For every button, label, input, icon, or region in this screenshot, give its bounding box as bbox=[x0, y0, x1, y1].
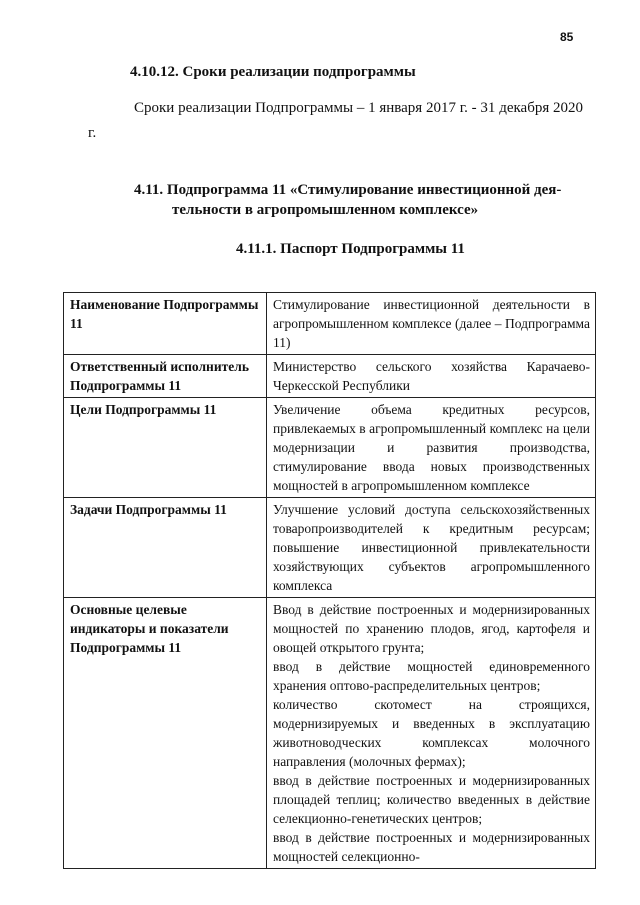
implementation-period-text: Сроки реализации Подпрограммы – 1 января 2017 г. - 31 декабря 2020 г. bbox=[88, 100, 583, 141]
row-label: Ответственный исполнитель Подпрограммы 11 bbox=[64, 355, 267, 398]
value-paragraph: ввод в действие построенных и модернизированных мощностей селекционно- bbox=[273, 830, 590, 864]
row-value bbox=[267, 293, 596, 355]
value-paragraph: Улучшение условий доступа сельскохозяйственных товаропроизводителей к кредитным ресурсам; повышение инвестиционной привлекательности хозяйствующих субъектов агропромышленного комплекса bbox=[273, 502, 590, 593]
table-row bbox=[64, 293, 596, 355]
subprogram-heading-line-1: 4.11. Подпрограмма 11 «Стимулирование инвестиционной дея- bbox=[134, 182, 562, 198]
row-label: Наименование Подпрограммы 11 bbox=[64, 293, 267, 355]
table-row bbox=[64, 498, 596, 598]
value-paragraph: Ввод в действие построенных и модернизированных мощностей по хранению плодов, ягод, картофеля и овощей открытого грунта; bbox=[273, 602, 590, 655]
value-paragraph: ввод в действие мощностей единовременного хранения оптово-распределительных центров; bbox=[273, 659, 590, 693]
row-value bbox=[267, 598, 596, 869]
passport-heading: 4.11.1. Паспорт Подпрограммы 11 bbox=[236, 241, 465, 257]
page-number: 85 bbox=[560, 30, 574, 44]
row-label: Задачи Подпрограммы 11 bbox=[64, 498, 267, 598]
table-row bbox=[64, 598, 596, 869]
subprogram-heading bbox=[134, 180, 604, 220]
row-value bbox=[267, 398, 596, 498]
row-value bbox=[267, 355, 596, 398]
row-label: Цели Подпрограммы 11 bbox=[64, 398, 267, 498]
subprogram-heading-line-2: тельности в агропромышленном комплексе» bbox=[172, 202, 479, 218]
row-label: Основные целевые индикаторы и показатели Подпрограммы 11 bbox=[64, 598, 267, 869]
table-row bbox=[64, 355, 596, 398]
section-heading: 4.10.12. Сроки реализации подпрограммы bbox=[130, 64, 416, 80]
value-paragraph: Министерство сельского хозяйства Карачаево-Черкесской Республики bbox=[273, 359, 590, 393]
passport-table bbox=[63, 292, 596, 869]
value-paragraph: количество скотомест на строящихся, модернизируемых и введенных в эксплуатацию животноводческих комплексах молочного направления (молочных фермах); bbox=[273, 697, 590, 769]
value-paragraph: Стимулирование инвестиционной деятельности в агропромышленном комплексе (далее – Подпрограмма 11) bbox=[273, 297, 590, 350]
row-value bbox=[267, 498, 596, 598]
value-paragraph: Увеличение объема кредитных ресурсов, привлекаемых в агропромышленный комплекс на цели модернизации и развития производства, стимулирование ввода новых производственных мощностей в агропромышленном комплексе bbox=[273, 402, 590, 493]
table-row bbox=[64, 398, 596, 498]
value-paragraph: ввод в действие построенных и модернизированных площадей теплиц; количество введенных в действие селекционно-генетических центров; bbox=[273, 773, 590, 826]
